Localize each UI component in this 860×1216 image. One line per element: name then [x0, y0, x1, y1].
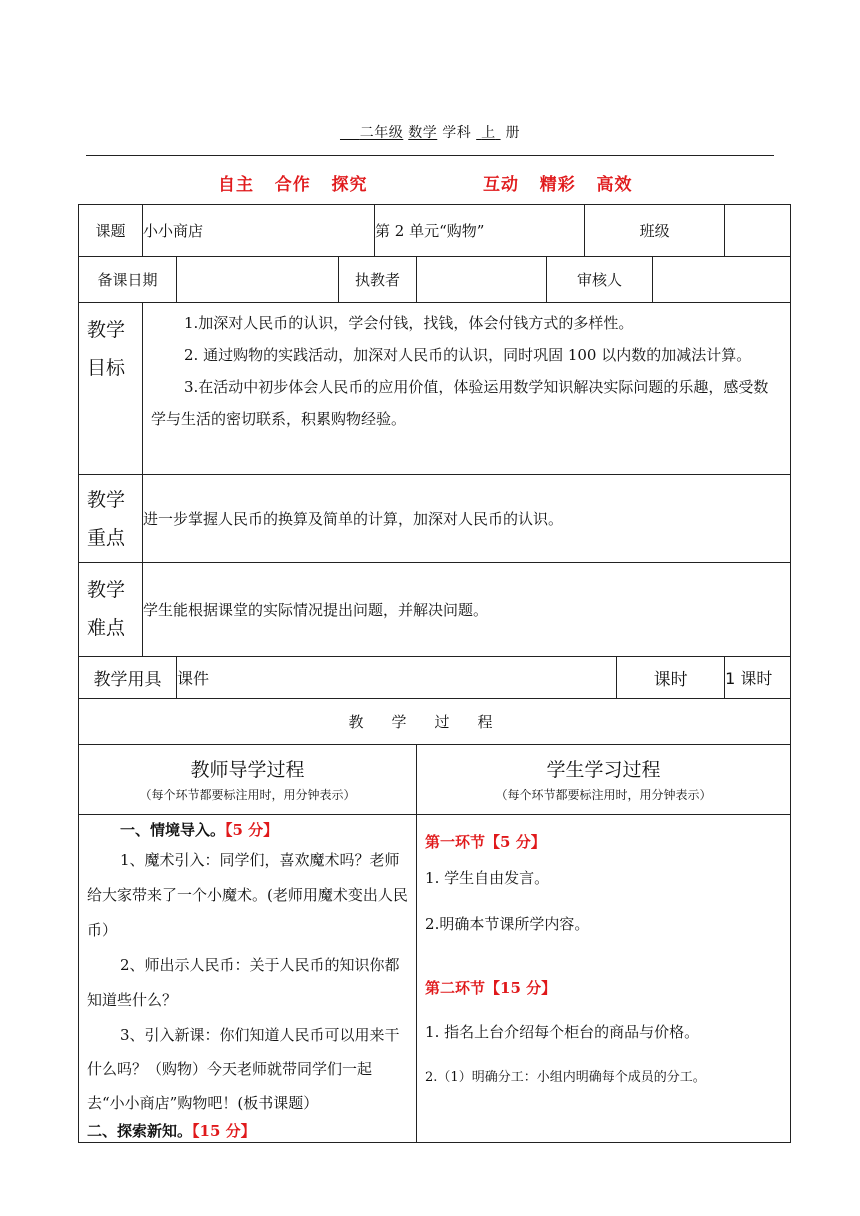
period-label: 课时	[617, 657, 725, 699]
student-step2-title: 第二环节	[425, 979, 486, 997]
volume: 上	[481, 125, 496, 141]
teacher-step1-p3: 3、引入新课：你们知道人民币可以用来干什么吗？（购物）今天老师就带同学们一起去“小小商店”购物吧！(板书课题）	[87, 1026, 400, 1112]
tools-value: 课件	[177, 657, 617, 699]
period-value: 1 课时	[725, 657, 791, 699]
motto-right: 互动 精彩 高效	[483, 175, 633, 195]
subject-suffix: 学科	[442, 125, 472, 141]
key-points-text: 进一步掌握人民币的换算及简单的计算，加深对人民币的认识。	[143, 475, 791, 563]
goal-item-3: 3.在活动中初步体会人民币的应用价值，体验运用数学知识解决实际问题的乐趣，感受数学与生活的密切联系，积累购物经验。	[151, 378, 769, 428]
process-content-row	[79, 815, 791, 1143]
doc-header	[0, 122, 860, 142]
student-step1-time: 【5 分】	[485, 833, 546, 851]
difficulties-text: 学生能根据课堂的实际情况提出问题，并解决问题。	[143, 563, 791, 657]
teacher-step1-heading	[79, 815, 416, 843]
teacher-step1-p2: 2、师出示人民币：关于人民币的知识你都知道些什么？	[87, 956, 400, 1009]
student-step1-heading	[417, 815, 790, 867]
goals-row	[79, 303, 791, 475]
teacher-sub: （每个环节都要标注用时，用分钟表示）	[139, 787, 356, 802]
goals-content	[143, 303, 791, 475]
teacher-label: 执教者	[339, 257, 417, 303]
key-points-label-line1: 教学	[87, 489, 126, 511]
teacher-head: 教师导学过程	[190, 758, 305, 781]
header-divider	[86, 155, 774, 156]
tools-row	[79, 657, 791, 699]
tools-label: 教学用具	[79, 657, 177, 699]
student-step1-p1: 1. 学生自由发言。	[425, 869, 550, 887]
teacher-step2-title: 二、探索新知。	[87, 1122, 193, 1140]
student-head-cell	[417, 745, 791, 815]
student-step2-time: 【15 分】	[485, 979, 557, 997]
topic-value: 小小商店	[143, 205, 375, 257]
difficulties-label	[79, 563, 143, 657]
teacher-step1-p1: 1、魔术引入：同学们，喜欢魔术吗？老师给大家带来了一个小魔术。(老师用魔术变出人民币）	[87, 851, 408, 939]
key-points-label-line2: 重点	[87, 527, 126, 549]
topic-row	[79, 205, 791, 257]
difficulties-row	[79, 563, 791, 657]
class-label: 班级	[585, 205, 725, 257]
teacher-value	[417, 257, 547, 303]
subject: 数学	[408, 125, 438, 141]
unit-value: 第 2 单元“购物”	[375, 205, 585, 257]
goals-label-line1: 教学	[87, 319, 126, 341]
teacher-step2-time: 【15 分】	[192, 1122, 256, 1140]
motto-left: 自主 合作 探究	[218, 175, 368, 195]
student-step2-p2: 2.（1）明确分工：小组内明确每个成员的分工。	[425, 1070, 706, 1085]
prep-date-value	[177, 257, 339, 303]
reviewer-label: 审核人	[547, 257, 653, 303]
prep-date-label: 备课日期	[79, 257, 177, 303]
prep-row	[79, 257, 791, 303]
goal-item-1: 1.加深对人民币的认识，学会付钱，找钱，体会付钱方式的多样性。	[184, 314, 634, 332]
lesson-plan-table	[78, 204, 791, 1143]
student-steps	[417, 815, 791, 1143]
class-value	[725, 205, 791, 257]
student-head: 学生学习过程	[546, 758, 661, 781]
volume-suffix: 册	[505, 125, 521, 141]
student-step1-p2: 2.明确本节课所学内容。	[425, 915, 590, 933]
teacher-step2-heading	[79, 1120, 416, 1142]
student-step1-title: 第一环节	[425, 833, 486, 851]
topic-label: 课题	[79, 205, 143, 257]
key-points-row	[79, 475, 791, 563]
goals-label	[79, 303, 143, 475]
key-points-label	[79, 475, 143, 563]
difficulties-label-line2: 难点	[87, 617, 126, 639]
goal-item-2: 2. 通过购物的实践活动，加深对人民币的认识，同时巩固 100 以内数的加减法计算。	[184, 346, 752, 364]
goals-label-line2: 目标	[87, 357, 126, 379]
teacher-step1-title: 一、情境导入。	[120, 821, 226, 839]
process-title: 教学过程	[79, 699, 791, 745]
teacher-steps	[79, 815, 417, 1143]
grade: 二年级	[359, 125, 404, 141]
student-step2-heading	[417, 977, 790, 1021]
process-head-row	[79, 745, 791, 815]
process-title-row	[79, 699, 791, 745]
student-step2-p1: 1. 指名上台介绍每个柜台的商品与价格。	[425, 1023, 700, 1041]
reviewer-value	[653, 257, 791, 303]
difficulties-label-line1: 教学	[87, 579, 126, 601]
teacher-step1-time: 【5 分】	[225, 821, 279, 839]
student-sub: （每个环节都要标注用时，用分钟表示）	[495, 787, 712, 802]
teacher-head-cell	[79, 745, 417, 815]
